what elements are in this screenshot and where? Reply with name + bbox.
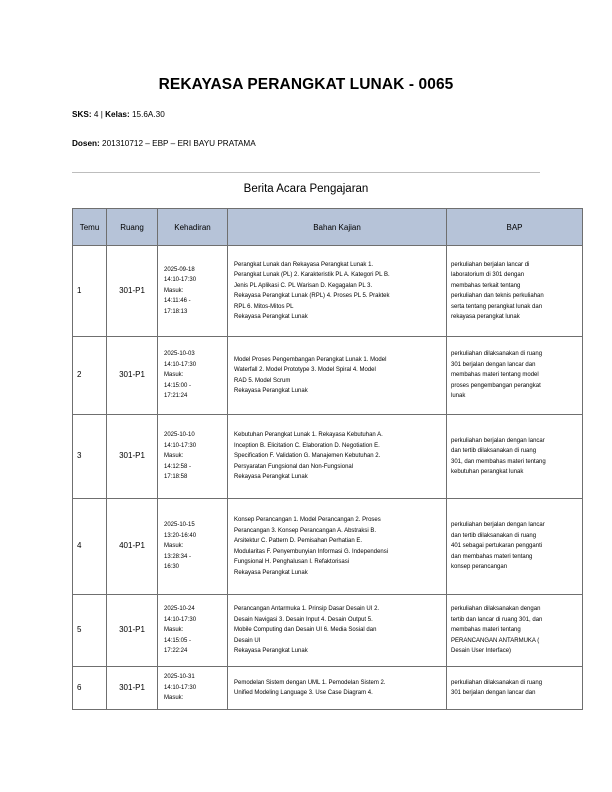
kehadiran-line: 14:10-17:30 xyxy=(164,684,197,691)
kehadiran-line: 17:22:24 xyxy=(164,648,188,655)
column-header-temu: Temu xyxy=(73,209,107,246)
kehadiran-line: 14:10-17:30 xyxy=(164,277,197,284)
kehadiran-line: 14:15:00 - xyxy=(164,382,192,389)
bap-line: dan tertib dilaksanakan di ruang xyxy=(451,448,537,454)
kehadiran-line: 14:15:05 - xyxy=(164,637,192,644)
bahan-line: Specification F. Validation G. Manajemen Kebutuhan 2. xyxy=(234,453,381,460)
bahan-line: Persyaratan Fungsional dan Non-Fungsional xyxy=(234,463,354,470)
bap-line: 401 sebagai pertukaran pengganti xyxy=(451,543,543,550)
bahan-line: Unified Modeling Language 3. Use Case Diagram 4. xyxy=(234,690,373,696)
lecturer-info xyxy=(72,139,256,148)
kehadiran-line: Masuk: xyxy=(164,372,184,379)
kehadiran-line: Masuk: xyxy=(164,543,184,550)
cell-kehadiran xyxy=(158,499,228,595)
bahan-line: Konsep Perancangan 1. Model Perancangan 2. Proses xyxy=(234,517,381,523)
cell-bap xyxy=(447,667,583,710)
cell-ruang: 301-P1 xyxy=(107,595,158,667)
bap-line: laboratorium di 301 dengan xyxy=(451,272,525,278)
cell-kehadiran xyxy=(158,595,228,667)
dosen-value: 201310712 – EBP – ERI BAYU PRATAMA xyxy=(102,139,256,148)
bap-line: 301 berjalan dengan lancar dan xyxy=(451,361,536,368)
sks-label: SKS: xyxy=(72,110,92,119)
kehadiran-line: 14:12:58 - xyxy=(164,463,192,470)
kehadiran-line: 2025-09-18 xyxy=(164,266,195,273)
cell-bahan-kajian xyxy=(228,415,447,499)
cell-bahan-kajian xyxy=(228,595,447,667)
bap-line: rekayasa perangkat lunak xyxy=(451,314,520,320)
cell-ruang: 301-P1 xyxy=(107,667,158,710)
cell-kehadiran xyxy=(158,667,228,710)
cell-bap xyxy=(447,499,583,595)
kehadiran-line: 2025-10-15 xyxy=(164,522,195,529)
kehadiran-line: 14:10-17:30 xyxy=(164,442,197,449)
bap-line: lunak xyxy=(451,393,466,400)
bahan-line: Rekayasa Perangkat Lunak xyxy=(234,314,308,320)
cell-temu: 1 xyxy=(73,246,107,337)
kehadiran-line: 13:20-16:40 xyxy=(164,532,197,539)
bahan-line: RPL 6. Mitos-Mitos PL xyxy=(234,303,294,310)
cell-temu: 6 xyxy=(73,667,107,710)
bahan-line: Perancangan 3. Konsep Perancangan A. Abstraksi B. xyxy=(234,527,377,534)
sks-value: 4 xyxy=(93,110,99,119)
kehadiran-line: 2025-10-10 xyxy=(164,432,195,439)
bap-line: membahas terkait tentang xyxy=(451,282,521,289)
bap-line: 301 berjalan dengan lancar dan xyxy=(451,690,536,696)
kehadiran-line: 13:28:34 - xyxy=(164,553,192,560)
bap-line: perkuliahan berjalan dengan lancar xyxy=(451,522,545,529)
bahan-line: Pemodelan Sistem dengan UML 1. Pemodelan Sistem 2. xyxy=(234,679,386,686)
bahan-line: Modularitas F. Penyembunyian Informasi G. Independensi xyxy=(234,548,389,555)
bahan-line: Desain Navigasi 3. Desain Input 4. Desain Output 5. xyxy=(234,616,373,623)
cell-kehadiran xyxy=(158,415,228,499)
divider xyxy=(72,172,540,173)
cell-ruang: 301-P1 xyxy=(107,337,158,415)
kehadiran-line: 14:10-17:30 xyxy=(164,361,197,368)
column-header-kehadiran: Kehadiran xyxy=(158,209,228,246)
bahan-line: Jenis PL Aplikasi C. PL Warisan D. Kegagalan PL 3. xyxy=(234,282,373,289)
cell-bahan-kajian xyxy=(228,337,447,415)
cell-kehadiran xyxy=(158,337,228,415)
column-header-ruang: Ruang xyxy=(107,209,158,246)
bap-line: Desain User Interface) xyxy=(451,648,512,655)
cell-temu: 3 xyxy=(73,415,107,499)
kehadiran-line: 17:21:24 xyxy=(164,393,188,400)
course-info xyxy=(72,110,165,119)
cell-kehadiran xyxy=(158,246,228,337)
cell-temu: 4 xyxy=(73,499,107,595)
bahan-line: Rekayasa Perangkat Lunak xyxy=(234,569,308,576)
kehadiran-line: Masuk: xyxy=(164,695,184,702)
bap-line: kebutuhan perangkat lunak xyxy=(451,469,524,475)
table-row xyxy=(73,246,583,337)
kelas-label: Kelas: xyxy=(105,110,130,119)
bahan-line: Perangkat Lunak (PL) 2. Karakteristik PL A. Kategori PL B. xyxy=(234,272,390,278)
column-header-bahan-kajian: Bahan Kajian xyxy=(228,209,447,246)
bap-line: perkuliahan dilaksanakan di ruang xyxy=(451,351,543,358)
bap-line: perkuliahan berjalan dengan lancar xyxy=(451,437,545,444)
cell-bahan-kajian xyxy=(228,246,447,337)
bahan-line: Perangkat Lunak dan Rekayasa Perangkat Lunak 1. xyxy=(234,261,374,268)
bap-line: tertib dan lancar di ruang 301, dan xyxy=(451,616,543,623)
kehadiran-line: 14:10-17:30 xyxy=(164,616,197,623)
table-row xyxy=(73,337,583,415)
bap-line: perkuliahan dilaksanakan dengan xyxy=(451,606,541,613)
cell-bap xyxy=(447,337,583,415)
cell-temu: 5 xyxy=(73,595,107,667)
bahan-line: Mobile Computing dan Desain UI 6. Media Sosial dan xyxy=(234,627,377,634)
bap-line: serta tentang perangkat lunak dan xyxy=(451,303,543,310)
kelas-value: 15.6A.30 xyxy=(131,110,165,119)
bahan-line: Rekayasa Perangkat Lunak (RPL) 4. Proses PL 5. Praktek xyxy=(234,293,390,299)
cell-ruang: 301-P1 xyxy=(107,415,158,499)
info-separator: | xyxy=(100,110,103,119)
table-row xyxy=(73,499,583,595)
kehadiran-line: 2025-10-03 xyxy=(164,351,195,358)
kehadiran-line: 2025-10-24 xyxy=(164,606,195,613)
bahan-line: Rekayasa Perangkat Lunak xyxy=(234,388,308,394)
kehadiran-line: 16:30 xyxy=(164,564,180,571)
bap-line: dan membahas materi tentang xyxy=(451,553,533,560)
bahan-line: Fungsional H. Penghalusan I. Refaktorisasi xyxy=(234,559,350,565)
bahan-line: Waterfall 2. Model Prototype 3. Model Spiral 4. Model xyxy=(234,367,376,373)
kehadiran-line: 17:18:58 xyxy=(164,474,188,481)
bahan-line: Desain UI xyxy=(234,637,261,644)
kehadiran-line: 14:11:46 - xyxy=(164,298,191,305)
bahan-line: Kebutuhan Perangkat Lunak 1. Rekayasa Kebutuhan A. xyxy=(234,432,383,439)
bap-line: membahas materi tentang model xyxy=(451,372,539,379)
kehadiran-line: Masuk: xyxy=(164,287,184,294)
bap-line: perkuliahan berjalan lancar di xyxy=(451,261,530,268)
bap-line: membahas materi tentang xyxy=(451,627,521,634)
bap-line: perkuliahan dan teknis perkuliahan xyxy=(451,293,544,299)
kehadiran-line: 17:18:13 xyxy=(164,308,188,315)
bap-line: perkuliahan dilaksanakan di ruang xyxy=(451,679,543,686)
bahan-line: Rekayasa Perangkat Lunak xyxy=(234,648,308,655)
cell-ruang: 401-P1 xyxy=(107,499,158,595)
table-row xyxy=(73,415,583,499)
cell-temu: 2 xyxy=(73,337,107,415)
bahan-line: Arsitektur C. Pattern D. Pemisahan Perhatian E. xyxy=(234,538,363,544)
section-title: Berita Acara Pengajaran xyxy=(243,183,369,195)
cell-bap xyxy=(447,246,583,337)
bap-line: konsep perancangan xyxy=(451,564,508,571)
bap-line: 301, dan membahas materi tentang xyxy=(451,458,546,465)
kehadiran-line: Masuk: xyxy=(164,627,184,634)
cell-ruang: 301-P1 xyxy=(107,246,158,337)
dosen-label: Dosen: xyxy=(72,139,100,148)
table-row xyxy=(73,595,583,667)
table-row xyxy=(73,667,583,710)
bahan-line: RAD 5. Model Scrum xyxy=(234,377,291,384)
table-header-row xyxy=(73,209,583,246)
cell-bap xyxy=(447,595,583,667)
bahan-line: Rekayasa Perangkat Lunak xyxy=(234,474,308,481)
bahan-line: Perancangan Antarmuka 1. Prinsip Dasar Desain UI 2. xyxy=(234,606,380,613)
cell-bahan-kajian xyxy=(228,499,447,595)
kehadiran-line: Masuk: xyxy=(164,453,184,460)
cell-bahan-kajian xyxy=(228,667,447,710)
column-header-bap: BAP xyxy=(447,209,583,246)
bap-line: dan tertib dilaksanakan di ruang xyxy=(451,532,537,539)
bap-line: PERANCANGAN ANTARMUKA ( xyxy=(451,637,540,644)
bap-line: proses pengembangan perangkat xyxy=(451,382,541,389)
page-title: REKAYASA PERANGKAT LUNAK - 0065 xyxy=(158,76,454,93)
cell-bap xyxy=(447,415,583,499)
bahan-line: Model Proses Pengembangan Perangkat Lunak 1. Model xyxy=(234,356,387,363)
bahan-line: Inception B. Elicitation C. Elaboration D. Negotiation E. xyxy=(234,442,380,449)
teaching-log-table xyxy=(72,208,583,710)
kehadiran-line: 2025-10-31 xyxy=(164,674,195,681)
